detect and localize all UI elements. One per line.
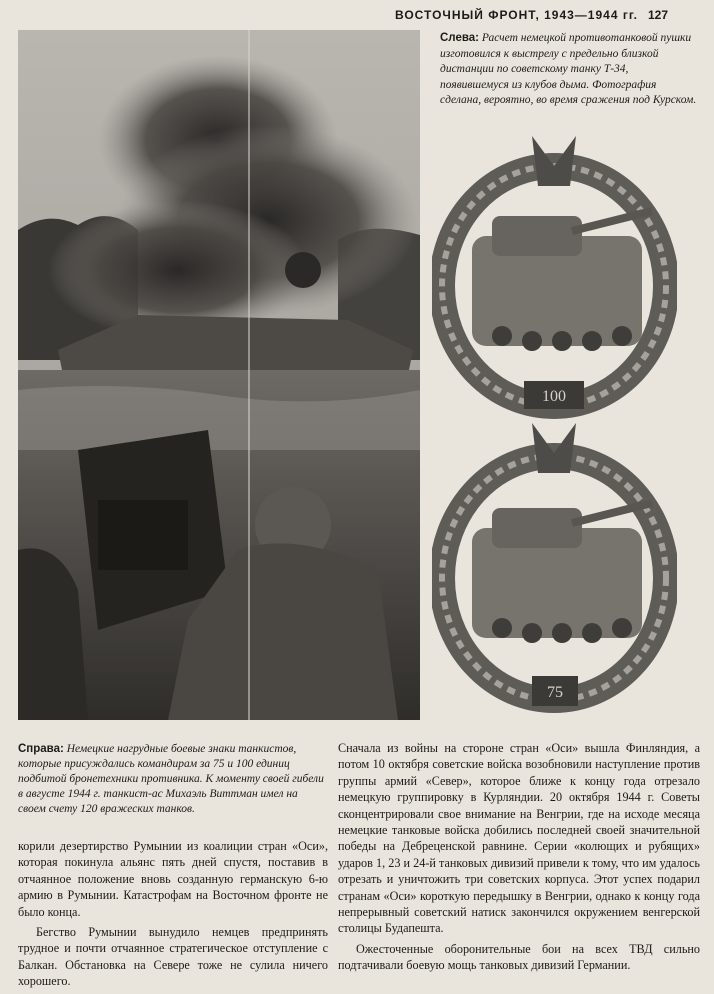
caption-left-text: Расчет немецкой противотанковой пушки изготовился к выстрелу с предельно близкой дистанции по советскому танку Т-34, появившемуся из клубов дыма. Фотография сделана, вероятно, во время сражения под Курском.	[440, 32, 697, 106]
paragraph: корили дезертирство Румынии из коалиции стран «Оси», которая покинула альянс пять дней спустя, поставив в отчаянное положение вновь созданную германскую 6-ю армию в Румынии. Катастрофам на Восточном фронте не было конца.	[18, 839, 328, 919]
paragraph: Бегство Румынии вынудило немцев предпринять трудное и почти отчаянное стратегическое отступление с Балкан. Обстановка на Севере тоже не сулила ничего хорошего.	[18, 925, 328, 989]
running-header	[395, 8, 668, 22]
caption-right-lead: Справа:	[18, 743, 64, 755]
body-column-right	[338, 740, 700, 978]
paragraph: Ожесточенные оборонительные бои на всех ТВД сильно подтачивали боевую мощь танковых дивизий Германии.	[338, 941, 700, 973]
page-number: 127	[647, 8, 668, 22]
photo-illustration	[18, 30, 420, 720]
panzer-assault-badge-icon	[432, 418, 677, 718]
war-photograph	[18, 30, 420, 720]
badge-number: 75	[547, 684, 563, 701]
caption-left	[440, 31, 700, 109]
badge-number: 100	[542, 388, 566, 405]
caption-right	[18, 742, 328, 817]
panzer-assault-badge-icon	[432, 136, 677, 426]
paragraph: Сначала из войны на стороне стран «Оси» вышла Финляндия, а потом 10 октября советские войска возобновили наступление против группы армий «Север», которое ближе к концу года отрезало немецкую группировку в Курляндии. 20 октября 1944 г. Советы сконцентрировали свое внимание на Венгрии, где на исходе месяца немецкие танковые войска добились последней своей значительной победы на Дебреценской равнине. Серии «колющих и рубящих» ударов 1, 23 и 24-й танковых дивизий привели к тому, что им удалось отрезать и уничтожить три советских корпуса. Этот успех подарил странам «Оси» короткую передышку в Венгрии, однако к концу года непрерывный советский натиск закончился окружением венгерской столицы Будапешта.	[338, 741, 700, 936]
body-column-left	[18, 838, 328, 994]
caption-right-text: Немецкие нагрудные боевые знаки танкистов, которые присуждались командирам за 75 и 100 единиц подбитой бронетехники противника. К моменту своей гибели в августе 1944 г. танкист-ас Михаэль Виттман имел на своем счету 120 вражеских танков.	[18, 743, 324, 815]
caption-left-lead: Слева:	[440, 32, 479, 44]
running-title: ВОСТОЧНЫЙ ФРОНТ, 1943—1944 гг.	[394, 8, 638, 22]
